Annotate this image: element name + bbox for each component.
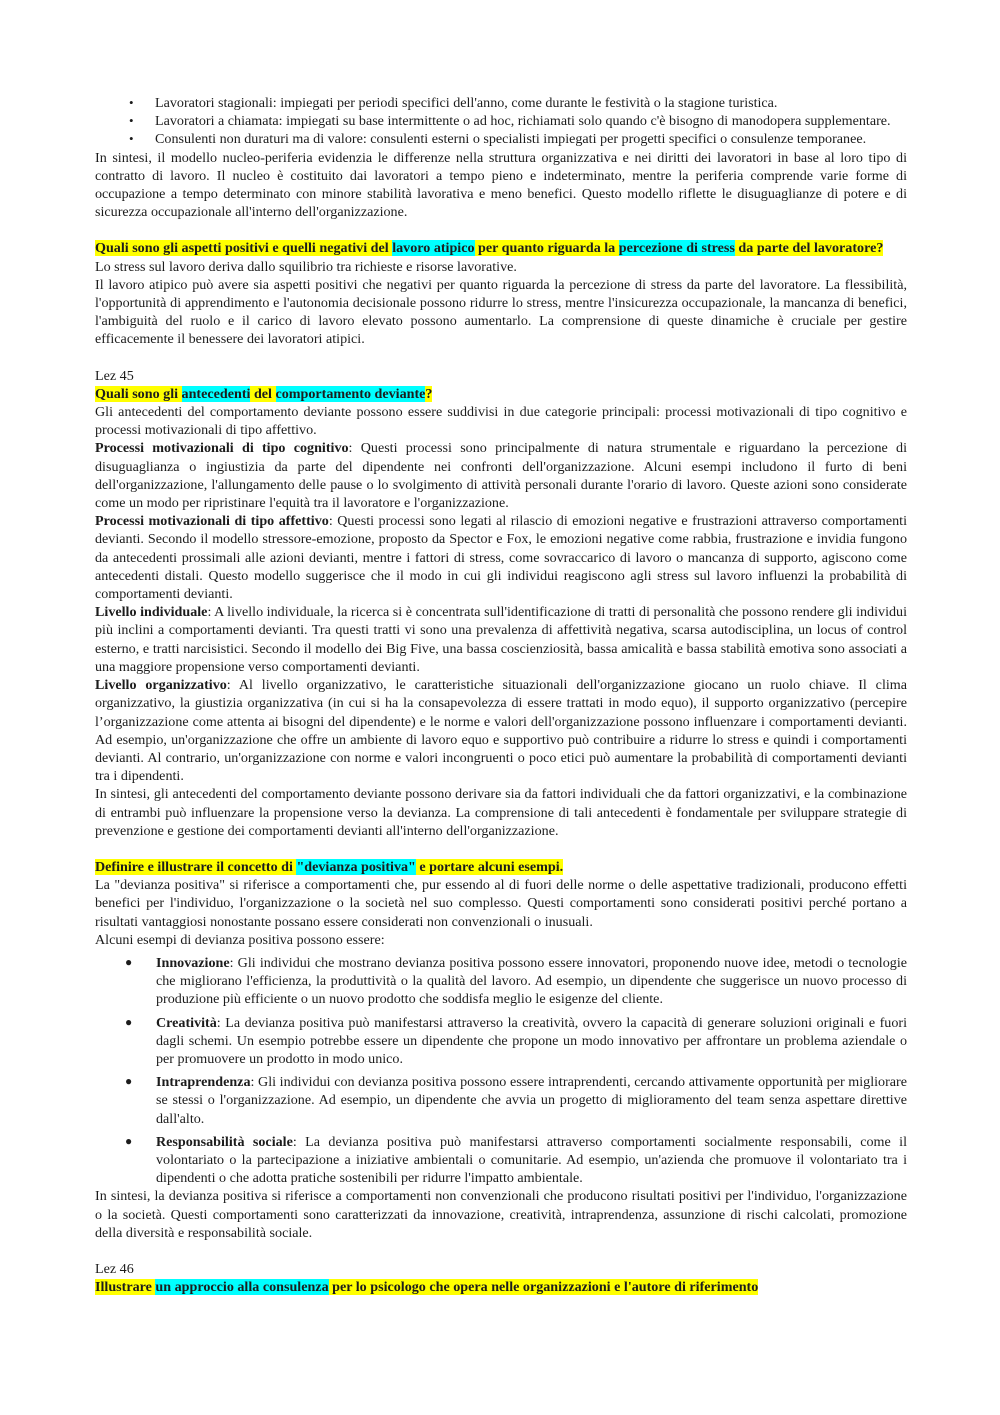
core-periphery-summary: In sintesi, il modello nucleo-periferia evidenzia le differenze nella struttura organizzativa e nei diritti dei lavoratori in base al loro tipo di contratto di lavoro. Il nucleo è costituito dai lavoratori a tempo pieno e indeterminato, mentre la periferia comprende varie forme di occupazione a tempo determinato con minore stabilità lavorativa e meno benefici. Questo modello riflette le disuguaglianze di potere e di sicurezza occupazionale all'interno dell'organizzazione. bbox=[95, 149, 907, 221]
answer-paragraph: Gli antecedenti del comportamento deviante possono essere suddivisi in due categorie principali: processi motivazionali di tipo cognitivo e processi motivazionali di tipo affettivo. bbox=[95, 404, 907, 439]
lesson-label: Lez 45 bbox=[95, 367, 134, 384]
answer-paragraph: Alcuni esempi di devianza positiva possono essere: bbox=[95, 931, 385, 948]
question-positive-deviance: Definire e illustrare il concetto di "devianza positiva" e portare alcuni esempi. bbox=[95, 858, 564, 875]
answer-paragraph: In sintesi, la devianza positiva si riferisce a comportamenti non convenzionali che producono risultati positivi per l'individuo, l'organizzazione o la società. Questi comportamenti sono caratterizzati da innovazione, creatività, intraprendenza, assunzione di rischi calcolati, promozione della diversità e responsabilità sociale. bbox=[95, 1188, 907, 1241]
lesson-label: Lez 46 bbox=[95, 1260, 134, 1277]
list-item: ● Responsabilità sociale: La devianza positiva può manifestarsi attraverso comportamenti socialmente responsabili, come il volontariato o la partecipazione a iniziative ambientali o comunitarie. Ad esempio, un'azienda che promuove il volontariato tra i dipendenti o che adotta pratiche sostenibili per ridurre l'impatto ambientale. bbox=[95, 1133, 907, 1188]
positive-deviance-examples bbox=[95, 954, 907, 1187]
answer-paragraph: Processi motivazionali di tipo affettivo: Questi processi sono legati al rilascio di emozioni negative e frustrazioni attraverso comportamenti devianti. Secondo il modello stressore-emozione, proposto da Spector e Fox, le emozioni negative come rabbia, frustrazione e invidia fungono da antecedenti prossimali alle azioni devianti, mentre i fattori di stress, come sovraccarico di lavoro o mancanza di supporto, agiscono come antecedenti distali. Questo modello suggerisce che il modo in cui gli individui reagiscono agli stress sul lavoro influenzi la probabilità di comportamenti devianti. bbox=[95, 513, 907, 603]
list-item: ● Intraprendenza: Gli individui con devianza positiva possono essere intraprendenti, cercando attivamente opportunità per migliorare se stessi o l'organizzazione. Ad esempio, un dipendente che avvia un progetto di miglioramento del team senza aspettare direttive dall'alto. bbox=[95, 1073, 907, 1128]
list-item: • Lavoratori stagionali: impiegati per periodi specifici dell'anno, come durante le festività o la stagione turistica. bbox=[95, 94, 907, 112]
answer-paragraph: Lo stress sul lavoro deriva dallo squilibrio tra richieste e risorse lavorative. bbox=[95, 258, 517, 275]
list-item: • Lavoratori a chiamata: impiegati su base intermittente o ad hoc, richiamati solo quando c'è bisogno di manodopera supplementare. bbox=[95, 112, 907, 130]
answer-paragraph: Il lavoro atipico può avere sia aspetti positivi che negativi per quanto riguarda la percezione di stress da parte del lavoratore. La flessibilità, l'opportunità di apprendimento e l'autonomia decisionale possono ridurre lo stress, mentre l'insicurezza occupazionale, la mancanza di benefici, l'ambiguità del ruolo e il carico di lavoro elevato possono aumentarlo. La comprensione di queste dinamiche è cruciale per gestire efficacemente il benessere dei lavoratori atipici. bbox=[95, 276, 907, 348]
answer-paragraph: Processi motivazionali di tipo cognitivo: Questi processi sono principalmente di natura strumentale e riguardano la percezione di disuguaglianza o ingiustizia da parte del dipendente nei confronti dell'organizzazione. Alcuni esempi includono il furto di beni dell'organizzazione, l'allungamento delle pause o lo svolgimento di attività personali durante l'orario di lavoro. Queste azioni sono considerate come un modo per ripristinare l'equità tra il lavoratore e l'organizzazione. bbox=[95, 440, 907, 512]
answer-paragraph: La "devianza positiva" si riferisce a comportamenti che, pur essendo al di fuori delle norme o delle aspettative tradizionali, producono effetti benefici per l'individuo, l'organizzazione o la società nel suo complesso. Questi comportamenti sono considerati positivi perché portano a risultati vantaggiosi nonostante possano essere considerati non convenzionali o inusuali. bbox=[95, 877, 907, 930]
question-atypical-stress: Quali sono gli aspetti positivi e quelli negativi del lavoro atipico per quanto riguarda la percezione di stress da parte del lavoratore? bbox=[95, 240, 884, 257]
list-item: ● Creatività: La devianza positiva può manifestarsi attraverso la creatività, ovvero la capacità di generare soluzioni originali e fuori dagli schemi. Un esempio potrebbe essere un dipendente che propone un modo innovativo per affrontare un problema aziendale o per promuovere un prodotto in modo unico. bbox=[95, 1014, 907, 1069]
list-item: ● Innovazione: Gli individui che mostrano devianza positiva possono essere innovatori, proponendo nuove idee, metodi o tecnologie che migliorano l'efficienza, la produttività o la qualità del lavoro. Ad esempio, un dipendente che suggerisce un nuovo processo di produzione più efficiente o un nuovo prodotto che soddisfa meglio le esigenze del cliente. bbox=[95, 954, 907, 1009]
answer-paragraph: In sintesi, gli antecedenti del comportamento deviante possono derivare sia da fattori individuali che da fattori organizzativi, e la combinazione di entrambi può influenzare la propensione verso la devianza. La comprensione di tali antecedenti è fondamentale per sviluppare strategie di prevenzione e gestione dei comportamenti devianti all'interno dell'organizzazione. bbox=[95, 786, 907, 839]
question-deviant-antecedents: Quali sono gli antecedenti del comportamento deviante? bbox=[95, 385, 433, 402]
question-consulting-approach: Illustrare un approccio alla consulenza per lo psicologo che opera nelle organizzazioni e l'autore di riferimento bbox=[95, 1279, 759, 1296]
answer-paragraph: Livello organizzativo: Al livello organizzativo, le caratteristiche situazionali dell'organizzazione giocano un ruolo chiave. Il clima organizzativo, la giustizia organizzativa (in cui si ha la consapevolezza di essere trattati in modo equo), il supporto organizzativo (percepire l’organizzazione come attenta ai bisogni del dipendente) e le norme e valori dell'organizzazione possono influenzare i comportamenti devianti. Ad esempio, un'organizzazione che offre un ambiente di lavoro equo e supportivo può contribuire a ridurre lo stress e quindi i comportamenti devianti. Al contrario, un'organizzazione con norme e valori incongruenti o poco etici può aumentare la probabilità di comportamenti devianti tra i dipendenti. bbox=[95, 677, 907, 785]
list-item: • Consulenti non duraturi ma di valore: consulenti esterni o specialisti impiegati per progetti specifici o consulenze temporanee. bbox=[95, 130, 907, 148]
worker-types-list bbox=[95, 94, 907, 149]
answer-paragraph: Livello individuale: A livello individuale, la ricerca si è concentrata sull'identificazione di tratti di personalità che possono rendere gli individui più inclini a comportamenti devianti. Tra questi tratti vi sono una prevalenza di affettività negativa, scarsa autodisciplina, un locus of control esterno, e tratti narcisistici. Secondo il modello dei Big Five, una bassa coscienziosità, bassa amicalità e bassa stabilità emotiva sono associati a una maggiore propensione verso comportamenti devianti. bbox=[95, 604, 907, 675]
